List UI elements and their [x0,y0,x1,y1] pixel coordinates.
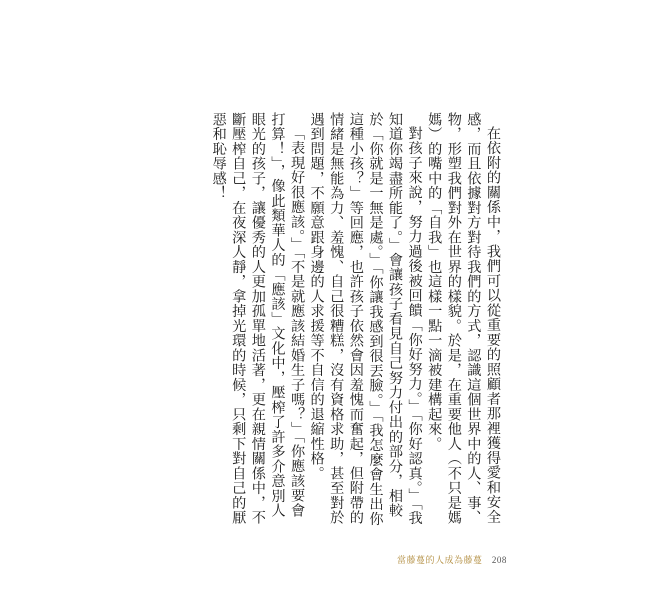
paragraph-2: 對孩子來說，努力過後被回饋「你好努力。」「你好認真。」「我知道你竭盡所能了。」會讓孩子看見自己努力付出的部分，相較於「你就是一無是處。」「你讓我感到很丟臉。」「我怎麼會生出你這種小孩？」等回應，也許孩子依然會因羞愧而奮起，但附帶的情緒是無能為力、羞愧、自己很糟糕，沒有資格求助，甚至對於遇到問題，不願意跟身邊的人求援等不自信的退縮性格。 [308,112,423,527]
vertical-text-body [210,112,502,532]
page-footer [397,553,507,566]
running-title: 當藤蔓的人成為藤蔓 [397,556,483,566]
paragraph-3: 「表現好很應該。」「不是就應該結婚生子嗎？」「你應該要會打算！」，像此類華人的「應該」文化中，壓榨了許多介意別人眼光的孩子，讓優秀的人更加孤單地活著，更在親情關係中，不斷壓榨自己，在夜深人靜，拿掉光環的時候，只剩下對自己的厭惡和恥辱感！ [210,112,306,525]
page-number: 208 [491,555,507,565]
paragraph-1: 在依附的關係中，我們可以從重要的照顧者那裡獲得愛和安全感，而且依據對方對待我們的方式，認識這個世界中的人、事、物，形塑我們對外在世界的樣貌。於是，在重要他人（不只是媽媽）的嘴中的「自我」也這樣一點一滴被建構起來。 [426,112,501,525]
